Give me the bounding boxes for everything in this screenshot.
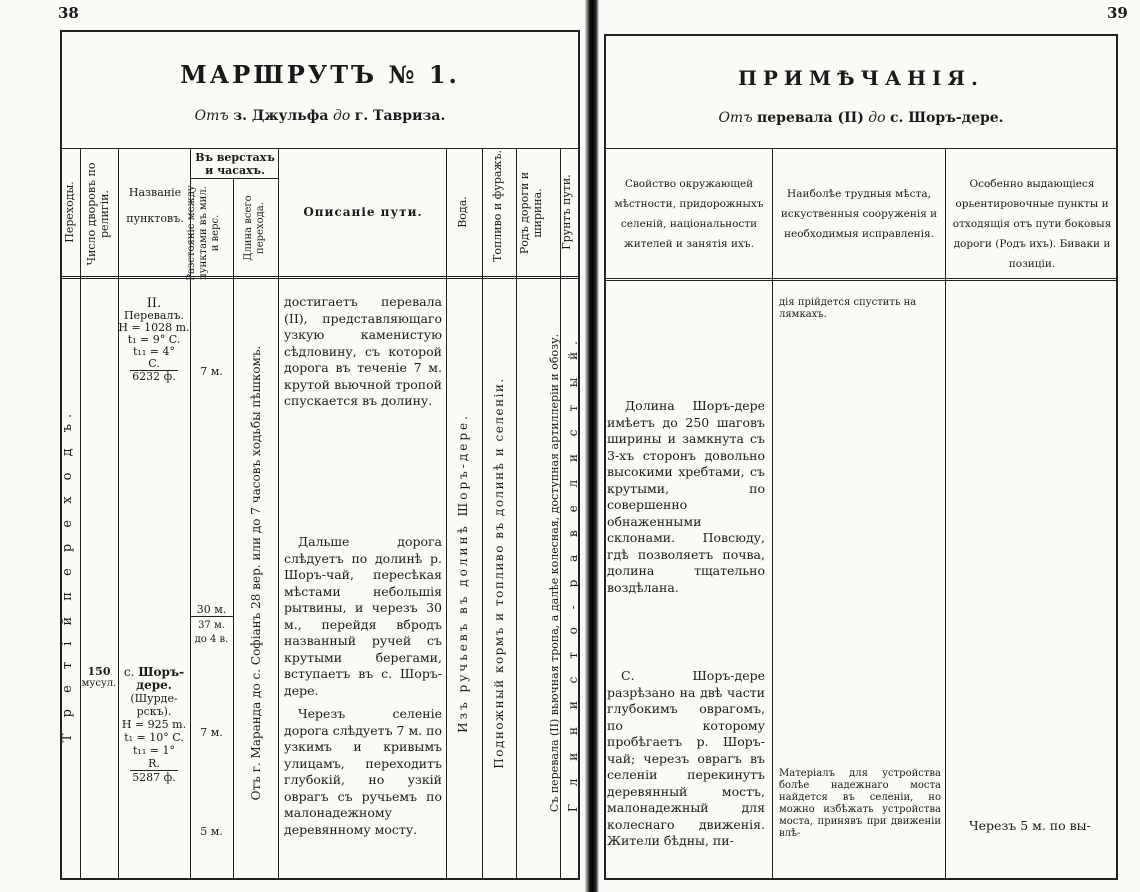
crossing-label: Т р е т і й п е р е х о д ъ. (60, 407, 75, 743)
fuel-note: Подножный кормъ и топливо въ долинѣ и селеніи. (492, 377, 506, 769)
soil-note: Г л и н и с т о - р а в е л и с т ы й. (566, 334, 580, 812)
header-households: Число дворовъ по религіи. (85, 162, 111, 266)
book-spine (585, 0, 599, 892)
notes-subtitle: Отъ перевала (II) до с. Шоръ-дере. (718, 110, 1004, 126)
road-note: Съ перевала (II) вьючная тропа, а далѣе колесная, доступная артиллеріи и обозу. (548, 333, 561, 813)
distance-6: 5 м. (200, 825, 223, 838)
route-title: МАРШРУТЪ № 1. (180, 60, 460, 89)
header-difficulties: Наиболѣе трудныя мѣста, искуственныя сооруженія и необходимыя исправленія. (780, 188, 938, 240)
difficulties-note-2: Матеріалъ для устройства болѣе надежнаго моста найдется въ селеніи, но можно избѣжать устройства моста, принявъ при движеніи влѣ- (779, 768, 941, 839)
description-2: Дальше дорога слѣдуетъ по долинѣ р. Шоръ-чай, пересѣкая мѣстами небольшія рытвины, и черезъ 30 м., перейдя вбродъ названный ручей съ крутыми берегами, вступаетъ въ с. Шоръ-дере. (284, 534, 442, 698)
difficulties-note-1: дія прійдется спустить на лямкахъ. (779, 297, 917, 320)
header-length: Длина всего перехода. (243, 195, 266, 261)
landmarks-note-1: Черезъ 5 м. по вы- (969, 818, 1091, 833)
route-subtitle: Отъ з. Джульфа до г. Тавриза. (194, 108, 446, 124)
distance-5: 7 м. (200, 726, 223, 739)
distance-2: 30 м. (190, 604, 233, 617)
header-landmarks: Особенно выдающіеся орьентировочные пункты и отходящія отъ пути боковыя дороги (Родъ ихъ). Биваки и позиціи. (952, 178, 1112, 270)
surroundings-note-1: Долина Шоръ-дере имѣетъ до 250 шаговъ ширины и замкнута съ 3-хъ сторонъ довольно высокими хребтами, съ крутыми, по совершенно обнаженными склонами. Повсюду, гдѣ позволяетъ почва, долина тщательно воздѣлана. (607, 398, 765, 595)
header-crossings: Переходы. (63, 181, 76, 243)
notes-title: ПРИМѢЧАНІЯ. (738, 66, 984, 90)
page-number: 39 (1107, 4, 1128, 22)
households-count: 150 мусул. (81, 665, 117, 689)
distance-4: до 4 в. (194, 634, 229, 645)
village-point: с. Шоръ- дере. (Шурде- рскъ). H = 925 m. t₁ = 10° C. t₁₁ = 1° R. 5287 ф. (121, 665, 187, 784)
surroundings-note-2: С. Шоръ-дере разрѣзано на двѣ части глубокимъ оврагомъ, по которому пробѣгаетъ р. Шоръ-чай; черезъ оврагъ въ селеніи перекинутъ деревянный мостъ, малонадежный для колеснаго движенія. Жители бѣдны, пи- (607, 668, 765, 848)
description-1: достигаетъ перевала (II), представляющаго узкую каменистую сѣдловину, съ которой дорога въ теченіе 7 м. крутой вьючной тропой спускается въ долину. (284, 294, 442, 408)
length-note: Отъ г. Маранда до с. Софіанъ 28 вер. или до 7 часовъ ходьбы пѣшкомъ. (249, 345, 263, 801)
header-road-type: Родъ дороги и ширина. (518, 171, 544, 255)
distance-3: 37 м. (198, 620, 225, 631)
pass-point: II. Перевалъ. H = 1028 m. t₁ = 9° C. t₁₁ = 4° C. 6232 ф. (118, 296, 190, 383)
header-water: Вода. (456, 196, 469, 228)
header-names: Названіе пунктовъ. (126, 186, 184, 225)
water-note: Изъ ручьевъ въ долинѣ Шоръ-дере. (456, 413, 470, 733)
header-versts-group: Въ верстахъ и часахъ. (195, 151, 275, 177)
header-description: Описаніе пути. (303, 205, 423, 219)
distance-1: 7 м. (200, 365, 223, 378)
description-3: Черезъ селеніе дорога слѣдуетъ 7 м. по узкимъ и кривымъ улицамъ, переходитъ глубокій, но узкій оврагъ съ ручьемъ по малонадежному деревянному мосту. (284, 706, 442, 837)
header-fuel: Топливо и фуражъ. (491, 149, 504, 262)
page-number: 38 (58, 4, 79, 22)
header-surroundings: Свойство окружающей мѣстности, придорожныхъ селеній, національности жителей и занятія ихъ. (614, 178, 764, 250)
header-distance: Разстояніе между пунктами въ мил. и верс. (186, 185, 221, 281)
header-soil: Грунтъ пути. (560, 174, 573, 250)
right-page (599, 0, 1140, 892)
